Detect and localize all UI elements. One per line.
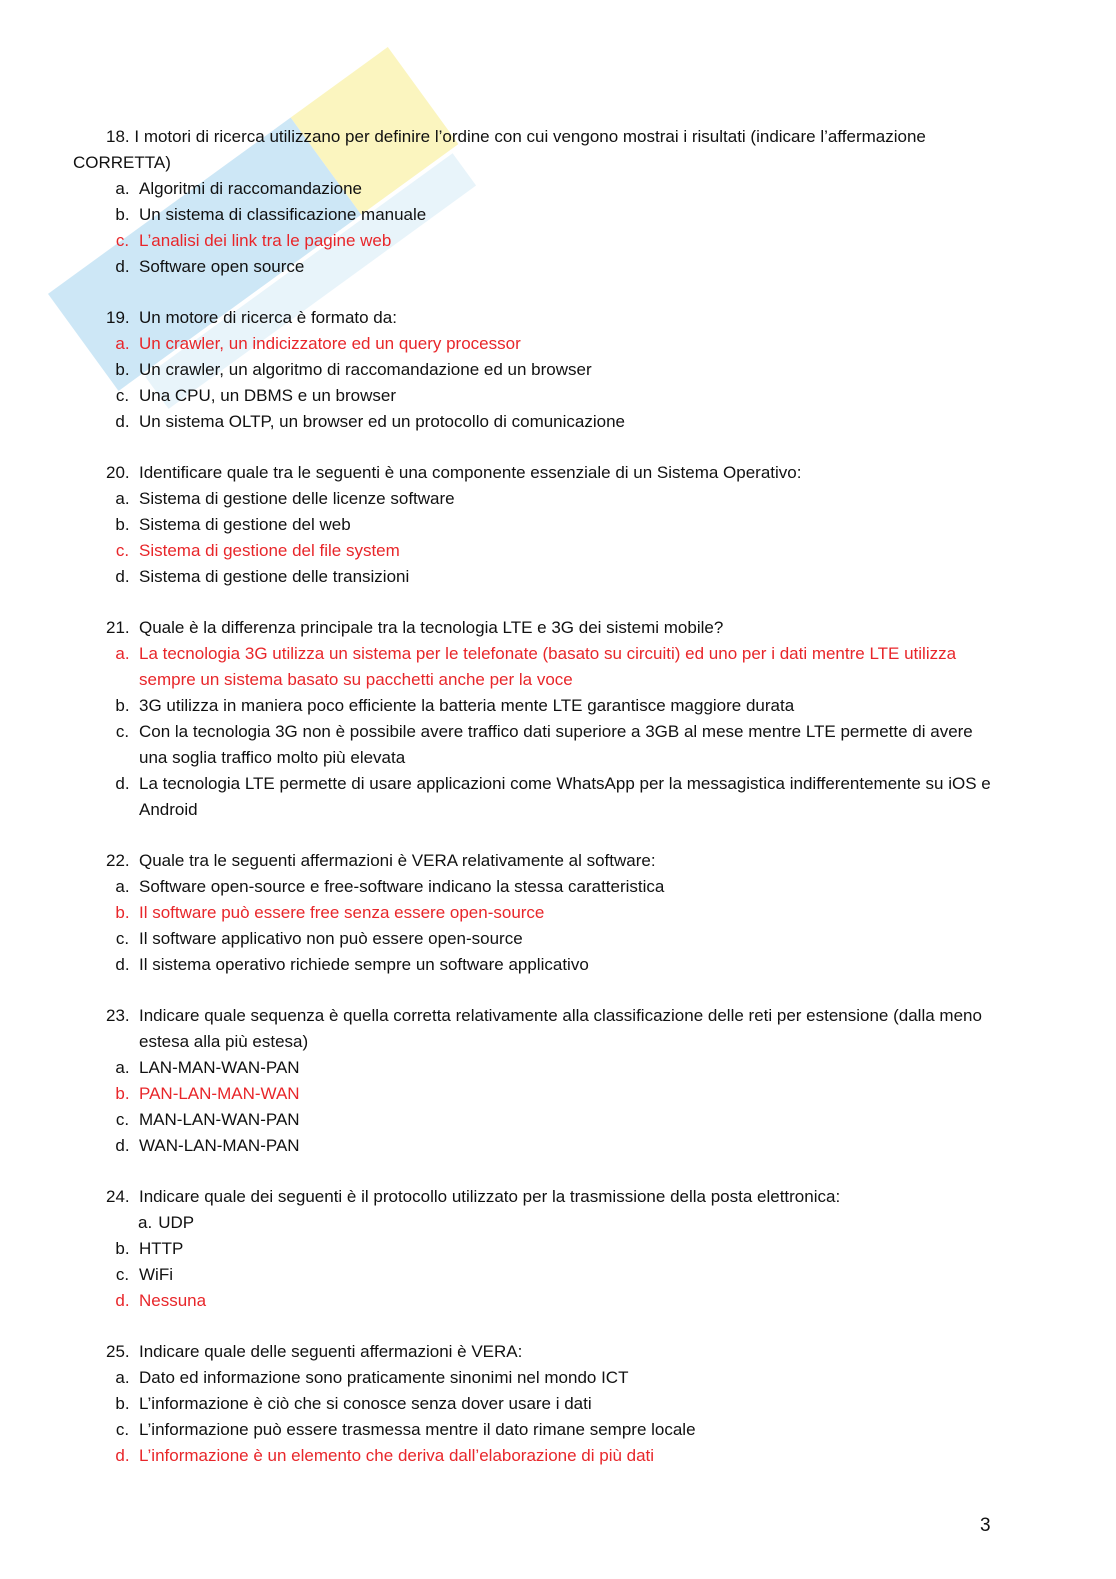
- answer-list: [106, 1365, 1006, 1469]
- question-text: Identificare quale tra le seguenti è una componente essenziale di un Sistema Operativo:: [139, 463, 802, 482]
- quiz-content: [73, 124, 1006, 1494]
- question-text: Indicare quale dei seguenti è il protocollo utilizzato per la trasmissione della posta elettronica:: [139, 1187, 841, 1206]
- answer-option: d. La tecnologia LTE permette di usare applicazioni come WhatsApp per la messagistica indifferentemente su iOS e Android: [115, 774, 991, 819]
- answer-option: c. L’informazione può essere trasmessa mentre il dato rimane sempre locale: [115, 1420, 696, 1439]
- correct-answer-option: c. Sistema di gestione del file system: [115, 541, 400, 560]
- answer-list: [106, 641, 1006, 823]
- answer-option: d. WAN-LAN-MAN-PAN: [115, 1136, 300, 1155]
- answer-option: c. WiFi: [115, 1265, 173, 1284]
- question-19: [106, 305, 1006, 435]
- answer-list: [106, 331, 1006, 435]
- question-22: [106, 848, 1006, 978]
- answer-list: [106, 1210, 1006, 1314]
- answer-option: d. Il sistema operativo richiede sempre un software applicativo: [115, 955, 589, 974]
- question-18: [73, 124, 1006, 280]
- answer-option: a. Sistema di gestione delle licenze software: [115, 489, 455, 508]
- answer-list: [106, 176, 1006, 280]
- answer-option: a. Dato ed informazione sono praticamente sinonimi nel mondo ICT: [115, 1368, 629, 1387]
- question-text: Un motore di ricerca è formato da:: [139, 308, 397, 327]
- question-number: 19.: [106, 308, 130, 327]
- answer-option: a. Software open-source e free-software indicano la stessa caratteristica: [115, 877, 665, 896]
- correct-answer-option: a. La tecnologia 3G utilizza un sistema per le telefonate (basato su circuiti) ed uno per i dati mentre LTE utilizza sempre un sistema basato su pacchetti anche per la voce: [115, 644, 957, 689]
- answer-list: [106, 874, 1006, 978]
- answer-option: b. HTTP: [115, 1239, 184, 1258]
- question-number: 21.: [106, 618, 130, 637]
- question-number: 22.: [106, 851, 130, 870]
- question-text: Quale tra le seguenti affermazioni è VERA relativamente al software:: [139, 851, 656, 870]
- question-text: Indicare quale delle seguenti affermazioni è VERA:: [139, 1342, 523, 1361]
- correct-answer-option: b. Il software può essere free senza essere open-source: [115, 903, 545, 922]
- answer-option: c. Il software applicativo non può essere open-source: [115, 929, 523, 948]
- answer-list: [106, 486, 1006, 590]
- question-number: 24.: [106, 1187, 130, 1206]
- question-text: 18. I motori di ricerca utilizzano per definire l’ordine con cui vengono mostrai i risultati (indicare l’affermazione CORRETTA): [73, 127, 926, 172]
- question-text: Quale è la differenza principale tra la tecnologia LTE e 3G dei sistemi mobile?: [139, 618, 724, 637]
- question-number: 23.: [106, 1006, 130, 1025]
- question-21: [106, 615, 1006, 823]
- answer-option: d. Sistema di gestione delle transizioni: [115, 567, 410, 586]
- question-20: [106, 460, 1006, 590]
- answer-option: d. Software open source: [115, 257, 305, 276]
- answer-option: d. Un sistema OLTP, un browser ed un protocollo di comunicazione: [115, 412, 626, 431]
- answer-option: a. Algoritmi di raccomandazione: [115, 179, 362, 198]
- correct-answer-option: c. L’analisi dei link tra le pagine web: [115, 231, 392, 250]
- answer-option: b. 3G utilizza in maniera poco efficiente la batteria mente LTE garantisce maggiore durata: [115, 696, 795, 715]
- answer-option: b. L’informazione è ciò che si conosce senza dover usare i dati: [115, 1394, 592, 1413]
- answer-option: c. MAN-LAN-WAN-PAN: [115, 1110, 300, 1129]
- question-25: [106, 1339, 1006, 1469]
- question-number: 25.: [106, 1342, 130, 1361]
- answer-option: b. Un crawler, un algoritmo di raccomandazione ed un browser: [115, 360, 592, 379]
- answer-option: a. LAN-MAN-WAN-PAN: [115, 1058, 300, 1077]
- correct-answer-option: a. Un crawler, un indicizzatore ed un query processor: [115, 334, 521, 353]
- correct-answer-option: d. L’informazione è un elemento che deriva dall’elaborazione di più dati: [115, 1446, 655, 1465]
- correct-answer-option: b. PAN-LAN-MAN-WAN: [115, 1084, 300, 1103]
- page-number: 3: [980, 1515, 991, 1536]
- correct-answer-option: d. Nessuna: [115, 1291, 207, 1310]
- question-24: [106, 1184, 1006, 1314]
- answer-option: b. Sistema di gestione del web: [115, 515, 351, 534]
- question-text: Indicare quale sequenza è quella corretta relativamente alla classificazione delle reti per estensione (dalla meno estesa alla più estesa): [139, 1006, 982, 1051]
- answer-option: c. Una CPU, un DBMS e un browser: [115, 386, 396, 405]
- answer-list: [106, 1055, 1006, 1159]
- question-number: 20.: [106, 463, 130, 482]
- question-23: [106, 1003, 1006, 1159]
- answer-option: b. Un sistema di classificazione manuale: [115, 205, 427, 224]
- answer-option: c. Con la tecnologia 3G non è possibile avere traffico dati superiore a 3GB al mese mentre LTE permette di avere una soglia traffico molto più elevata: [115, 722, 973, 767]
- answer-option: a. UDP: [138, 1213, 195, 1232]
